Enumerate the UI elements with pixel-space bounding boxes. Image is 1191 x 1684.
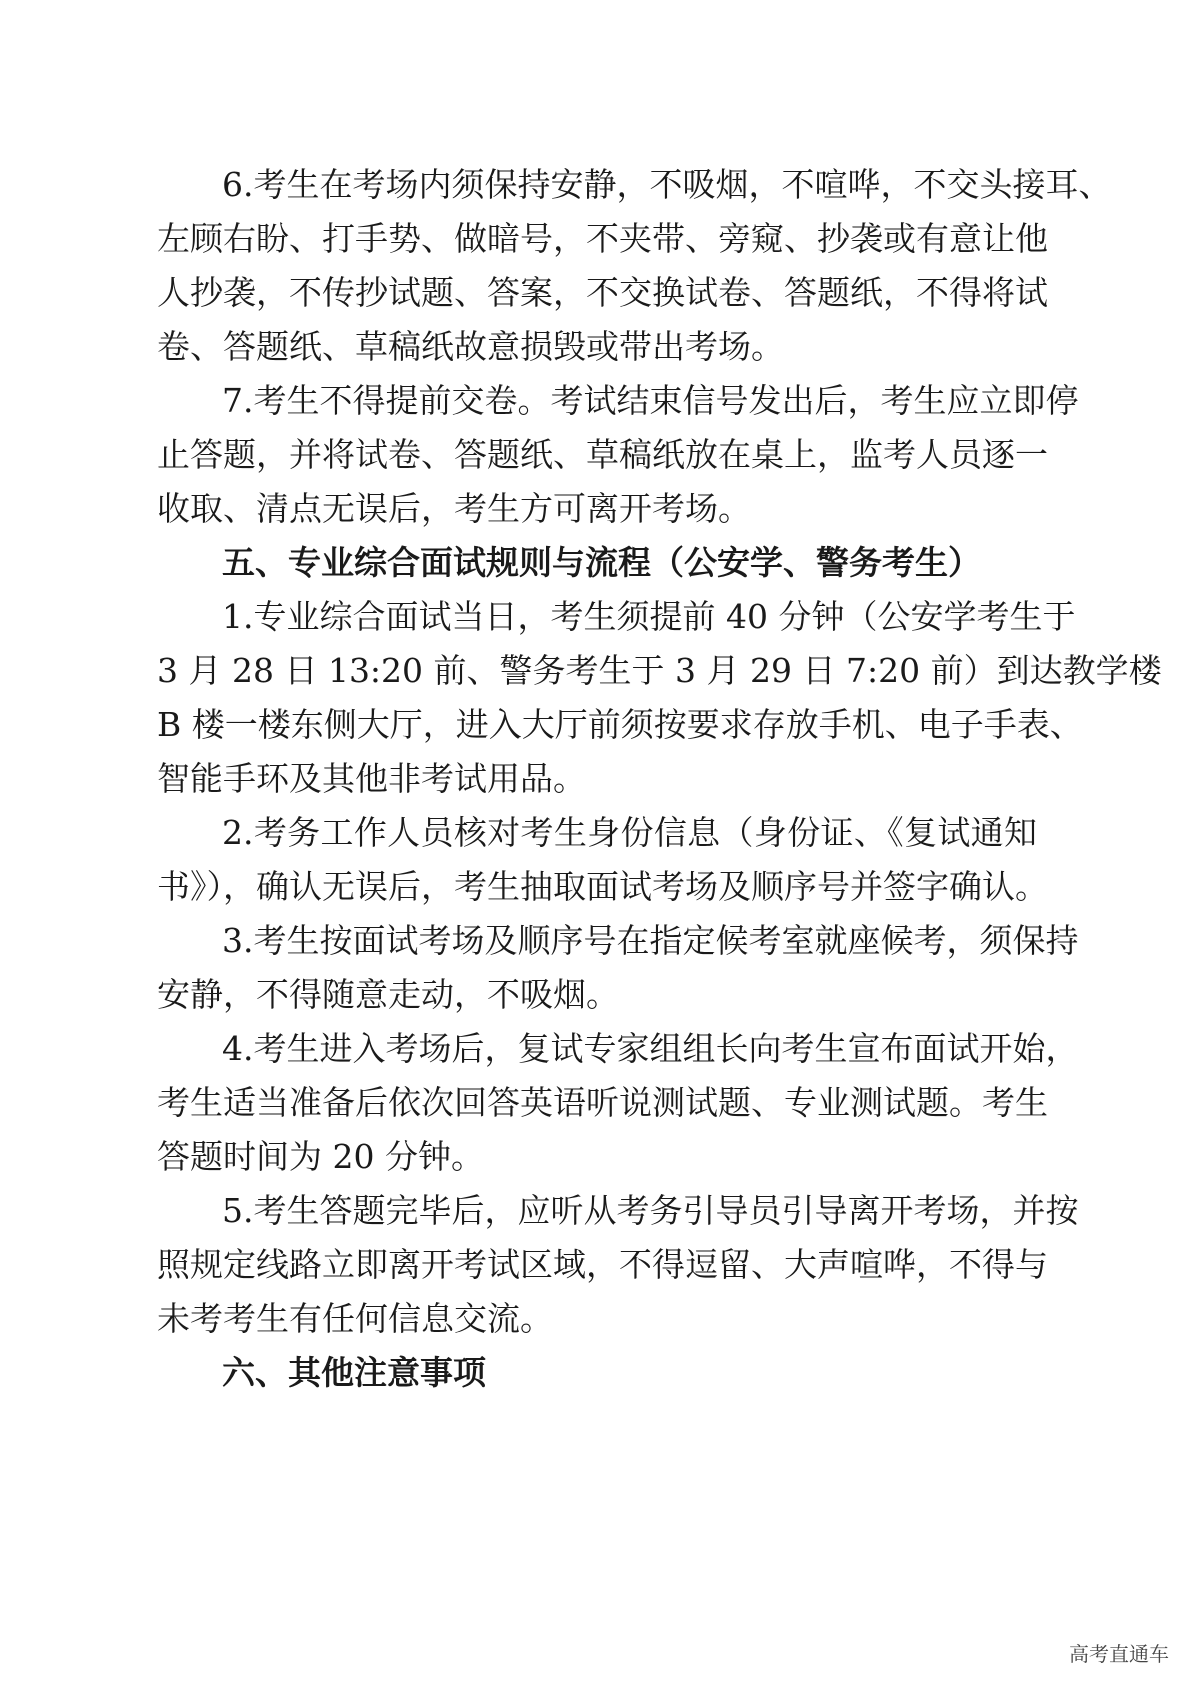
watermark-text: 高考直通车	[1069, 1642, 1169, 1666]
text-line: 4.考生进入考场后，复试专家组组长向考生宣布面试开始，	[222, 1029, 1079, 1068]
text-line: 2.考务工作人员核对考生身份信息（身份证、《复试通知	[222, 813, 1037, 852]
text-line: 3 月 28 日 13:20 前、警务考生于 3 月 29 日 7:20 前）到达教学楼	[157, 651, 1162, 690]
text-line: 安静，不得随意走动，不吸烟。	[157, 975, 619, 1014]
text-line: 7.考生不得提前交卷。考试结束信号发出后，考生应立即停	[222, 381, 1079, 420]
text-line: 收取、清点无误后，考生方可离开考场。	[157, 489, 751, 528]
text-line: B 楼一楼东侧大厅，进入大厅前须按要求存放手机、电子手表、	[157, 705, 1083, 744]
section-heading: 六、其他注意事项	[222, 1353, 486, 1392]
text-line: 人抄袭，不传抄试题、答案，不交换试卷、答题纸，不得将试	[157, 273, 1048, 312]
text-line: 6.考生在考场内须保持安静，不吸烟，不喧哗，不交头接耳、	[222, 165, 1112, 204]
text-line: 考生适当准备后依次回答英语听说测试题、专业测试题。考生	[157, 1083, 1048, 1122]
text-line: 左顾右盼、打手势、做暗号，不夹带、旁窥、抄袭或有意让他	[157, 219, 1048, 258]
text-line: 卷、答题纸、草稿纸故意损毁或带出考场。	[157, 327, 784, 366]
text-line: 智能手环及其他非考试用品。	[157, 759, 586, 798]
text-line: 1.专业综合面试当日，考生须提前 40 分钟（公安学考生于	[222, 597, 1076, 636]
text-line: 书》），确认无误后，考生抽取面试考场及顺序号并签字确认。	[157, 867, 1048, 906]
text-line: 5.考生答题完毕后，应听从考务引导员引导离开考场，并按	[222, 1191, 1079, 1230]
text-line: 答题时间为 20 分钟。	[157, 1137, 484, 1176]
text-line: 3.考生按面试考场及顺序号在指定候考室就座候考，须保持	[222, 921, 1079, 960]
text-line: 止答题，并将试卷、答题纸、草稿纸放在桌上，监考人员逐一	[157, 435, 1048, 474]
text-line: 未考考生有任何信息交流。	[157, 1299, 553, 1338]
section-heading: 五、专业综合面试规则与流程（公安学、警务考生）	[222, 543, 981, 582]
text-line: 照规定线路立即离开考试区域，不得逗留、大声喧哗，不得与	[157, 1245, 1048, 1284]
